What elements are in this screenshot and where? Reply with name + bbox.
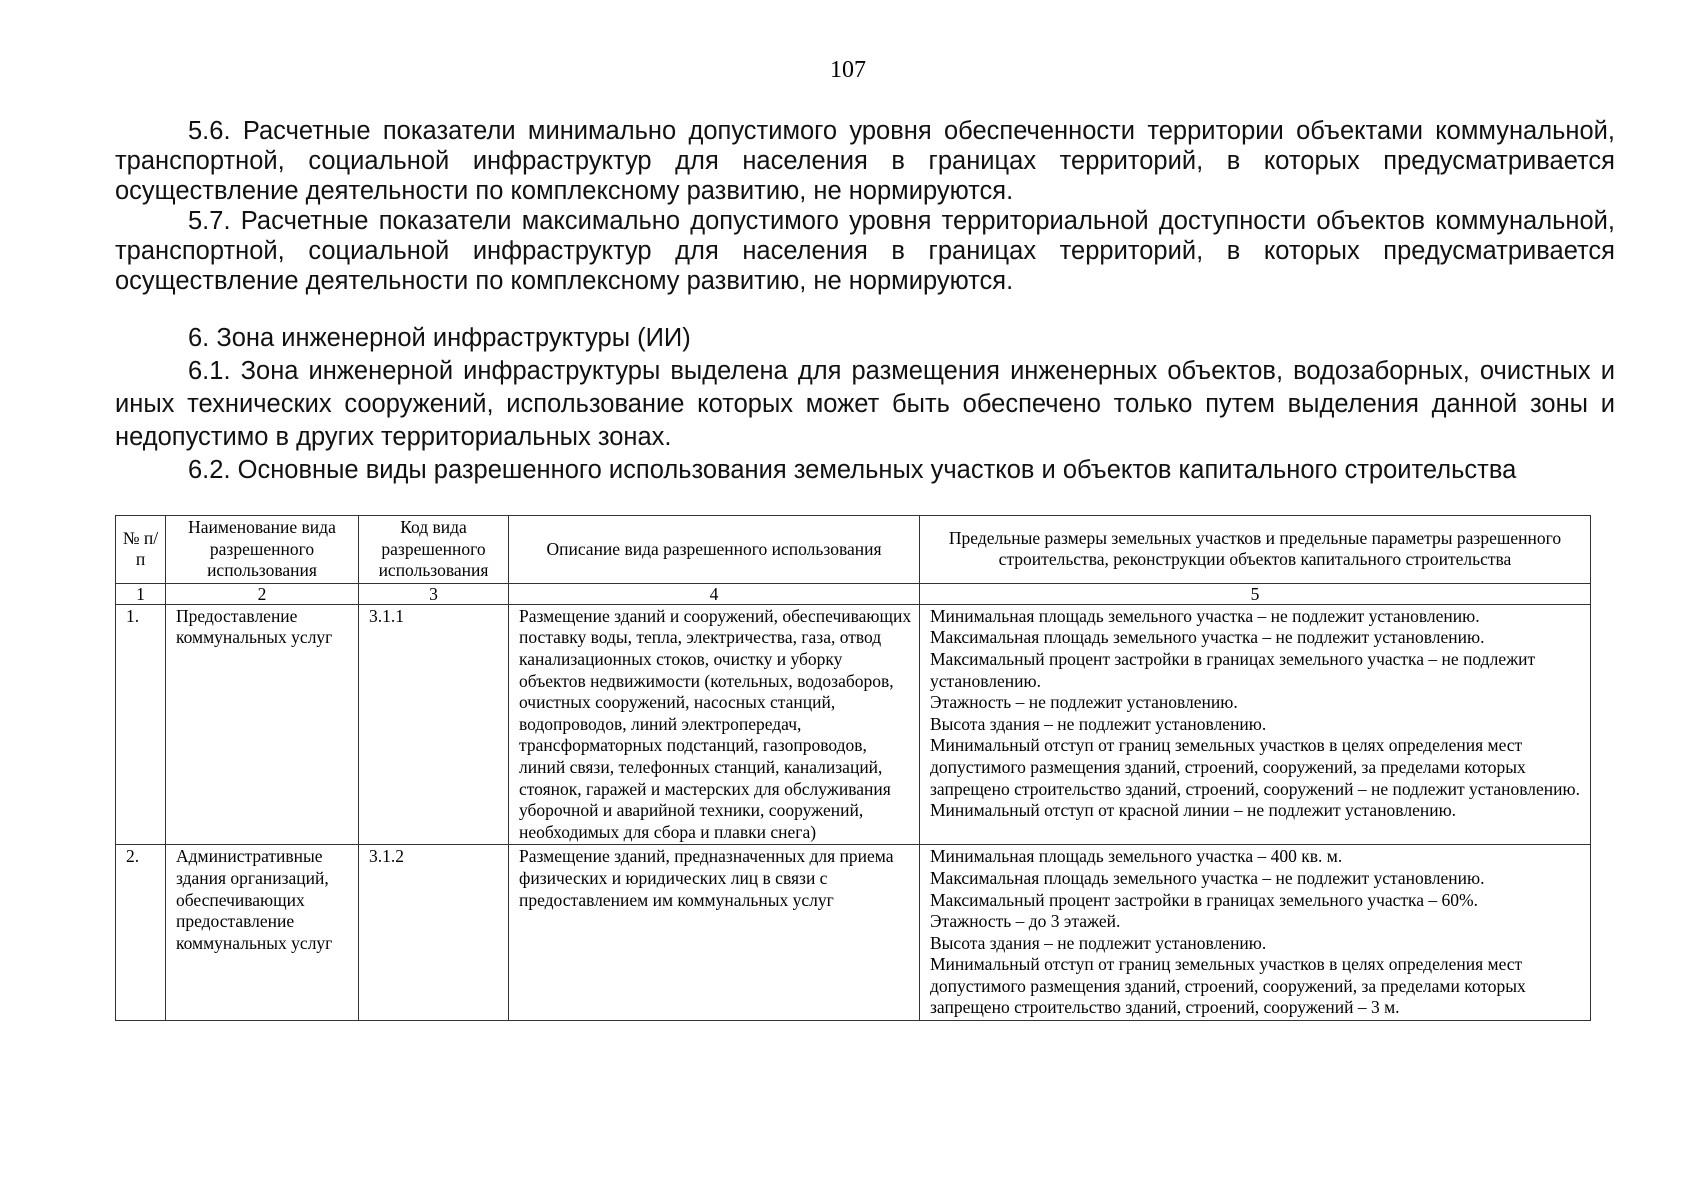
row-code: 3.1.2	[359, 845, 509, 1021]
row-code: 3.1.1	[359, 604, 509, 845]
section-6-heading: 6. Зона инженерной инфраструктуры (ИИ)	[188, 324, 691, 352]
column-number: 5	[920, 583, 1591, 604]
header-limits: Предельные размеры земельных участков и предельные параметры разрешенного строительства, реконструкции объектов капитального строительства	[920, 516, 1591, 584]
row-limits	[920, 604, 1591, 845]
limit-line: Максимальный процент застройки в границах земельного участка – 60%.	[930, 889, 1479, 910]
paragraph-5-6: 5.6. Расчетные показатели минимально допустимого уровня обеспеченности территории объектами коммунальной, транспортной, социальной инфраструктур для населения в границах территорий, в которых предусматривается осуществление деятельности по комплексному развитию, не нормируются.	[115, 117, 1615, 205]
limit-line: Высота здания – не подлежит установлению.	[930, 713, 1267, 734]
page-number: 107	[830, 57, 866, 83]
row-description: Размещение зданий, предназначенных для приема физических и юридических лиц в связи с предоставлением им коммунальных услуг	[509, 845, 920, 1021]
section-5-text	[115, 116, 1615, 296]
row-name: Административные здания организаций, обеспечивающих предоставление коммунальных услуг	[166, 845, 359, 1021]
row-description: Размещение зданий и сооружений, обеспечивающих поставку воды, тепла, электричества, газа, отвод канализационных стоков, очистку и уборку объектов недвижимости (котельных, водозаборов, очистных сооружений, насосных станций, водопроводов, линий электропередач, трансформаторных подстанций, газопроводов, линий связи, телефонных станций, канализаций, стоянок, гаражей и мастерских для обслуживания уборочной и аварийной техники, сооружений, необходимых для сбора и плавки снега)	[509, 604, 920, 845]
limit-line: Высота здания – не подлежит установлению.	[930, 932, 1267, 953]
column-number: 2	[166, 583, 359, 604]
limit-line: Минимальный отступ от границ земельных участков в целях определения мест допустимого размещения зданий, строений, сооружений, за пределами которых запрещено строительство зданий, строений, сооружений – не подлежит установлению.	[930, 735, 1580, 799]
limit-line: Этажность – до 3 этажей.	[930, 911, 1121, 932]
table-row	[116, 604, 1591, 845]
header-description: Описание вида разрешенного использования	[509, 516, 920, 584]
column-number-row	[116, 583, 1591, 604]
limit-line: Максимальная площадь земельного участка – не подлежит установлению.	[930, 627, 1485, 648]
limit-line: Минимальный отступ от красной линии – не подлежит установлению.	[930, 800, 1457, 821]
column-number: 4	[509, 583, 920, 604]
limit-line: Минимальная площадь земельного участка – не подлежит установлению.	[930, 605, 1480, 626]
column-number: 1	[116, 583, 166, 604]
paragraph-6-2: 6.2. Основные виды разрешенного использования земельных участков и объектов капитального строительства	[188, 456, 1517, 484]
paragraph-6-1: 6.1. Зона инженерной инфраструктуры выделена для размещения инженерных объектов, водозаборных, очистных и иных технических сооружений, использование которых может быть обеспечено только путем выделения данной зоны и недопустимо в других территориальных зонах.	[115, 357, 1615, 451]
permitted-uses-table	[115, 515, 1591, 1021]
limit-line: Минимальная площадь земельного участка – 400 кв. м.	[930, 846, 1343, 867]
limit-line: Этажность – не подлежит установлению.	[930, 692, 1238, 713]
paragraph-5-7: 5.7. Расчетные показатели максимально допустимого уровня территориальной доступности объектов коммунальной, транспортной, социальной инфраструктур для населения в границах территорий, в которых предусматривается осуществление деятельности по комплексному развитию, не нормируются.	[115, 207, 1615, 295]
limit-line: Максимальная площадь земельного участка – не подлежит установлению.	[930, 867, 1485, 888]
header-name: Наименование вида разрешенного использования	[166, 516, 359, 584]
column-number: 3	[359, 583, 509, 604]
header-code: Код вида разрешенного использования	[359, 516, 509, 584]
header-num: № п/п	[116, 516, 166, 584]
row-num: 2.	[116, 845, 166, 1021]
limit-line: Минимальный отступ от границ земельных участков в целях определения мест допустимого размещения зданий, строений, сооружений, за пределами которых запрещено строительство зданий, строений, сооружений – 3 м.	[930, 954, 1526, 1018]
limit-line: Максимальный процент застройки в границах земельного участка – не подлежит установлению.	[930, 648, 1536, 691]
row-limits	[920, 845, 1591, 1021]
table-row	[116, 845, 1591, 1021]
row-num: 1.	[116, 604, 166, 845]
row-name: Предоставление коммунальных услуг	[166, 604, 359, 845]
table-header-row	[116, 516, 1591, 584]
section-6-text	[115, 322, 1615, 487]
